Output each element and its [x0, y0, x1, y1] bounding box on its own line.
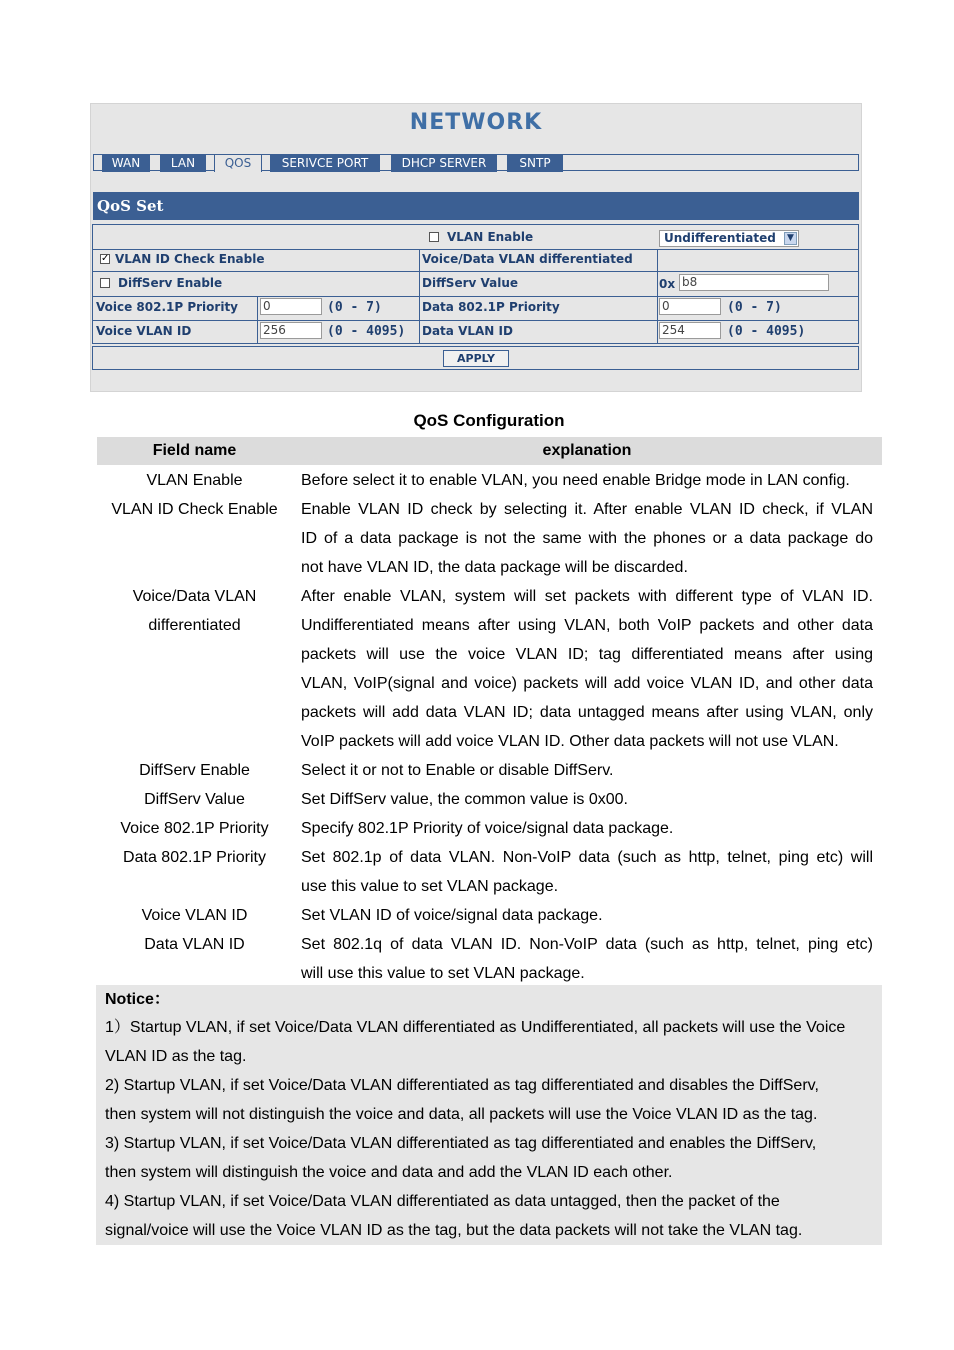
- diffserv-value-input[interactable]: b8: [679, 274, 829, 291]
- tab-qos[interactable]: QOS: [214, 155, 262, 172]
- explanation-line: packets will use the voice VLAN ID; tag differentiated means after using: [301, 646, 873, 663]
- vlan-id-check-checkbox[interactable]: ✓: [101, 253, 110, 264]
- field-name-line: Data 802.1P Priority: [123, 849, 266, 866]
- select-value: Undifferentiated: [664, 231, 776, 245]
- explanation-line: Set DiffServ value, the common value is 0x00.: [301, 791, 628, 808]
- explanation-cell: [301, 466, 873, 495]
- field-name-cell: [97, 930, 292, 959]
- explanation-line: will use this value to set VLAN package.: [301, 965, 585, 982]
- voice-data-differentiated-label: Voice/Data VLAN differentiated: [422, 252, 633, 266]
- explanation-cell: [301, 495, 873, 582]
- notice-line: 2) Startup VLAN, if set Voice/Data VLAN differentiated as tag differentiated and disables the DiffServ,: [105, 1077, 819, 1094]
- header-field-name: Field name: [152, 442, 237, 459]
- voice-vlan-input[interactable]: 256: [260, 322, 322, 339]
- explanation-line: not have VLAN ID, the data package will be discarded.: [301, 559, 688, 576]
- table-row: [97, 814, 882, 843]
- diffserv-prefix: 0x: [659, 277, 676, 291]
- field-name-cell: [97, 466, 292, 495]
- field-name-line: Voice 802.1P Priority: [120, 820, 269, 837]
- explanation-line: Set VLAN ID of voice/signal data package.: [301, 907, 603, 924]
- tab-sntp[interactable]: SNTP: [507, 155, 563, 172]
- network-settings-panel: [90, 103, 862, 392]
- field-name-cell: [97, 582, 292, 640]
- notice-line: then system will distinguish the voice and data and add the VLAN ID each other.: [105, 1164, 673, 1181]
- explanation-line: VoIP packets will add voice VLAN ID. Other data packets will not use VLAN.: [301, 733, 839, 750]
- notice-line: then system will not distinguish the voice and data, all packets will use the Voice VLAN ID as the tag.: [105, 1106, 818, 1123]
- voice-vlan-label: Voice VLAN ID: [96, 324, 192, 338]
- grid-line: [93, 271, 858, 272]
- grid-line: [419, 249, 420, 344]
- header-explanation: explanation: [542, 442, 632, 459]
- tab-dhcp-server[interactable]: DHCP SERVER: [391, 155, 497, 172]
- explanation-line: Enable VLAN ID check by selecting it. After enable VLAN ID check, if VLAN: [301, 501, 873, 518]
- field-name-cell: [97, 814, 292, 843]
- explanation-cell: [301, 756, 873, 785]
- qos-form: [92, 224, 859, 344]
- table-row: [97, 466, 882, 495]
- explanation-line: Select it or not to Enable or disable DiffServ.: [301, 762, 614, 779]
- explanation-cell: [301, 785, 873, 814]
- field-name-cell: [97, 843, 292, 872]
- table-row: [97, 785, 882, 814]
- voice-data-differentiated-select[interactable]: [659, 230, 799, 247]
- data-vlan-input[interactable]: 254: [659, 322, 721, 339]
- notice-line: 4) Startup VLAN, if set Voice/Data VLAN differentiated as data untagged, then the packet of the: [105, 1193, 780, 1210]
- field-name-line: differentiated: [148, 617, 241, 634]
- diffserv-value-label: DiffServ Value: [422, 276, 519, 290]
- table-row: [97, 756, 882, 785]
- vlan-enable-checkbox[interactable]: [429, 232, 439, 242]
- table-row: [97, 843, 882, 901]
- explanation-line: Set 802.1p of data VLAN. Non-VoIP data (such as http, telnet, ping etc) will: [301, 849, 873, 866]
- notice-line: 3) Startup VLAN, if set Voice/Data VLAN differentiated as tag differentiated and enables the DiffServ,: [105, 1135, 817, 1152]
- voice-priority-input[interactable]: 0: [260, 298, 322, 315]
- grid-line: [657, 249, 658, 344]
- data-priority-range: (0 - 7): [727, 300, 782, 315]
- table-row: [97, 930, 882, 988]
- explanation-line: After enable VLAN, system will set packets with different type of VLAN ID.: [301, 588, 873, 605]
- data-priority-label: Data 802.1P Priority: [422, 300, 560, 314]
- explanation-cell: [301, 843, 873, 901]
- tab-service-port[interactable]: SERIVCE PORT: [270, 155, 380, 172]
- grid-line: [93, 296, 858, 297]
- field-name-line: Voice/Data VLAN: [132, 588, 257, 605]
- notice-line: VLAN ID as the tag.: [105, 1048, 247, 1065]
- vlan-id-check-label: VLAN ID Check Enable: [115, 252, 265, 266]
- table-header: [97, 437, 882, 465]
- table-row: [97, 582, 882, 756]
- field-name-line: DiffServ Value: [144, 791, 245, 808]
- diffserv-enable-label: DiffServ Enable: [118, 276, 223, 290]
- field-name-line: Voice VLAN ID: [141, 907, 248, 924]
- vlan-enable-label: VLAN Enable: [447, 230, 534, 244]
- explanation-line: Set 802.1q of data VLAN ID. Non-VoIP data (such as http, telnet, ping etc): [301, 936, 873, 953]
- diffserv-enable-checkbox[interactable]: [100, 278, 110, 288]
- table-row: [97, 901, 882, 930]
- field-name-line: VLAN ID Check Enable: [111, 501, 278, 518]
- voice-vlan-range: (0 - 4095): [327, 324, 406, 339]
- explanation-line: Before select it to enable VLAN, you need enable Bridge mode in LAN config.: [301, 472, 850, 489]
- field-name-line: VLAN Enable: [146, 472, 243, 489]
- field-name-cell: [97, 756, 292, 785]
- grid-line: [93, 249, 858, 250]
- explanation-line: Specify 802.1P Priority of voice/signal data package.: [301, 820, 674, 837]
- notice-line: 1）Startup VLAN, if set Voice/Data VLAN differentiated as Undifferentiated, all packets will use the Voice: [105, 1019, 846, 1036]
- notice-line: signal/voice will use the Voice VLAN ID as the tag, but the data packets will not take the VLAN tag.: [105, 1222, 803, 1239]
- tab-wan[interactable]: WAN: [102, 155, 150, 172]
- explanation-cell: [301, 901, 873, 930]
- tab-bar: [93, 154, 859, 171]
- data-priority-input[interactable]: 0: [659, 298, 721, 315]
- explanation-line: use this value to set VLAN package.: [301, 878, 559, 895]
- notice-title: Notice：: [105, 991, 170, 1008]
- explanation-line: Undifferentiated means after using VLAN, both VoIP packets and other data: [301, 617, 873, 634]
- tab-lan[interactable]: LAN: [160, 155, 206, 172]
- voice-priority-range: (0 - 7): [327, 300, 382, 315]
- explanation-line: ID of a data package is not the same with the phones or a data package do: [301, 530, 873, 547]
- apply-row: [92, 346, 859, 370]
- field-name-cell: [97, 785, 292, 814]
- page-title: NETWORK: [409, 110, 543, 135]
- notice-box: [96, 985, 882, 1245]
- grid-line: [257, 296, 258, 344]
- data-vlan-label: Data VLAN ID: [422, 324, 513, 338]
- explanation-line: packets will add data VLAN ID; data untagged means after using VLAN, only: [301, 704, 873, 721]
- field-name-line: DiffServ Enable: [139, 762, 250, 779]
- apply-button[interactable]: APPLY: [443, 350, 509, 367]
- data-vlan-range: (0 - 4095): [727, 324, 806, 339]
- field-name-line: Data VLAN ID: [144, 936, 245, 953]
- field-name-cell: [97, 495, 292, 524]
- explanation-cell: [301, 930, 873, 988]
- voice-priority-label: Voice 802.1P Priority: [96, 300, 239, 314]
- chevron-down-icon: ▼: [784, 232, 797, 245]
- field-name-cell: [97, 901, 292, 930]
- grid-line: [93, 320, 858, 321]
- explanation-cell: [301, 814, 873, 843]
- table-caption: QoS Configuration: [413, 411, 565, 430]
- section-header: QoS Set: [93, 192, 859, 220]
- table-row: [97, 495, 882, 582]
- explanation-cell: [301, 582, 873, 756]
- explanation-line: VLAN, VoIP(signal and voice) packets will add voice VLAN ID, and other data: [301, 675, 873, 692]
